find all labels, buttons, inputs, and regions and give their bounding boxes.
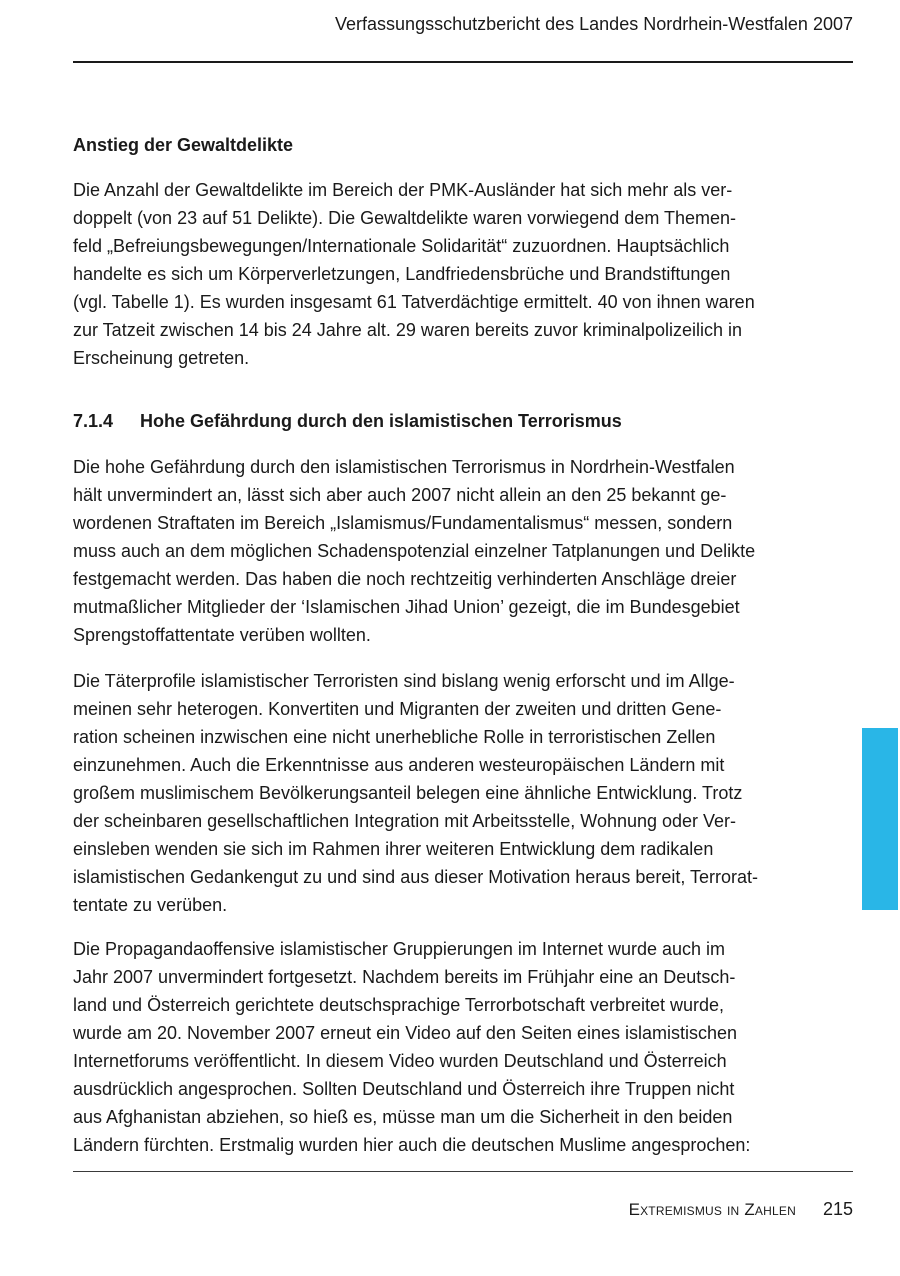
paragraph-line: Die hohe Gefährdung durch den islamistischen Terrorismus in Nordrhein-Westfalen	[73, 457, 735, 477]
paragraph-line: Die Propagandaoffensive islamistischer Gruppierungen im Internet wurde auch im	[73, 939, 726, 959]
subsection-number: 7.1.4	[73, 411, 114, 431]
paragraph-line: feld „Befreiungsbewegungen/Internationale Solidarität“ zuzuordnen. Hauptsächlich	[73, 236, 730, 256]
paragraph-line: einsleben wenden sie sich im Rahmen ihrer weiteren Entwicklung dem radikalen	[73, 839, 714, 859]
paragraph-line: großem muslimischem Bevölkerungsanteil belegen eine ähnliche Entwicklung. Trotz	[73, 783, 743, 803]
paragraph-line: muss auch an dem möglichen Schadenspotenzial einzelner Tatplanungen und Delikte	[73, 541, 756, 561]
paragraph-line: ration scheinen inzwischen eine nicht unerhebliche Rolle in terroristischen Zellen	[73, 727, 716, 747]
paragraph-line: Sprengstoffattentate verüben wollten.	[73, 625, 371, 645]
paragraph-line: Jahr 2007 unvermindert fortgesetzt. Nachdem bereits im Frühjahr eine an Deutsch-	[73, 967, 736, 987]
paragraph-line: wordenen Straftaten im Bereich „Islamismus/Fundamentalismus“ messen, sondern	[73, 513, 733, 533]
paragraph-line: hält unvermindert an, lässt sich aber auch 2007 nicht allein an den 25 bekannt ge-	[73, 485, 727, 505]
paragraph-line: der scheinbaren gesellschaftlichen Integration mit Arbeitsstelle, Wohnung oder Ver-	[73, 811, 737, 831]
paragraph-line: wurde am 20. November 2007 erneut ein Video auf den Seiten eines islamistischen	[73, 1023, 738, 1043]
paragraph-line: land und Österreich gerichtete deutschsprachige Terrorbotschaft verbreitet wurde,	[73, 995, 725, 1015]
paragraph-line: Erscheinung getreten.	[73, 348, 250, 368]
paragraph-line: islamistischen Gedankengut zu und sind aus dieser Motivation heraus bereit, Terrorat-	[73, 867, 759, 887]
paragraph-line: aus Afghanistan abziehen, so hieß es, müsse man um die Sicherheit in den beiden	[73, 1107, 733, 1127]
running-footer	[629, 1195, 853, 1224]
paragraph-line: einzunehmen. Auch die Erkenntnisse aus anderen westeuropäischen Ländern mit	[73, 755, 725, 775]
paragraph-line: mutmaßlicher Mitglieder der ‘Islamischen Jihad Union’ gezeigt, die im Bundesgebiet	[73, 597, 740, 617]
paragraph-2	[73, 453, 755, 649]
paragraph-line: Die Täterprofile islamistischer Terroristen sind bislang wenig erforscht und im Allge-	[73, 671, 735, 691]
footer-rule	[73, 1171, 853, 1172]
footer-chapter-title: Extremismus in Zahlen	[628, 1200, 796, 1219]
paragraph-4	[73, 935, 750, 1159]
page-number: 215	[822, 1199, 853, 1219]
paragraph-line: (vgl. Tabelle 1). Es wurden insgesamt 61 Tatverdächtige ermittelt. 40 von ihnen waren	[73, 292, 755, 312]
paragraph-line: ausdrücklich angesprochen. Sollten Deutschland und Österreich ihre Truppen nicht	[73, 1079, 735, 1099]
running-header: Verfassungsschutzbericht des Landes Nordrhein-Westfalen 2007	[335, 14, 853, 34]
subsection-heading	[73, 407, 622, 435]
paragraph-line: festgemacht werden. Das haben die noch rechtzeitig verhinderten Anschläge dreier	[73, 569, 737, 589]
paragraph-3	[73, 667, 758, 919]
paragraph-line: Die Anzahl der Gewaltdelikte im Bereich der PMK-Ausländer hat sich mehr als ver-	[73, 180, 733, 200]
chapter-tab-marker	[862, 728, 898, 910]
subsection-title: Hohe Gefährdung durch den islamistischen Terrorismus	[140, 411, 622, 431]
paragraph-line: zur Tatzeit zwischen 14 bis 24 Jahre alt. 29 waren bereits zuvor kriminalpolizeilich in	[73, 320, 742, 340]
header-rule	[73, 61, 853, 63]
paragraph-line: meinen sehr heterogen. Konvertiten und Migranten der zweiten und dritten Gene-	[73, 699, 722, 719]
paragraph-line: Ländern fürchten. Erstmalig wurden hier auch die deutschen Muslime angesprochen:	[73, 1135, 751, 1155]
paragraph-line: handelte es sich um Körperverletzungen, Landfriedensbrüche und Brandstiftungen	[73, 264, 731, 284]
paragraph-line: doppelt (von 23 auf 51 Delikte). Die Gewaltdelikte waren vorwiegend dem Themen-	[73, 208, 737, 228]
section-heading: Anstieg der Gewaltdelikte	[73, 135, 294, 155]
paragraph-line: Internetforums veröffentlicht. In diesem Video wurden Deutschland und Österreich	[73, 1051, 727, 1071]
paragraph-1	[73, 176, 755, 372]
paragraph-line: tentate zu verüben.	[73, 895, 228, 915]
